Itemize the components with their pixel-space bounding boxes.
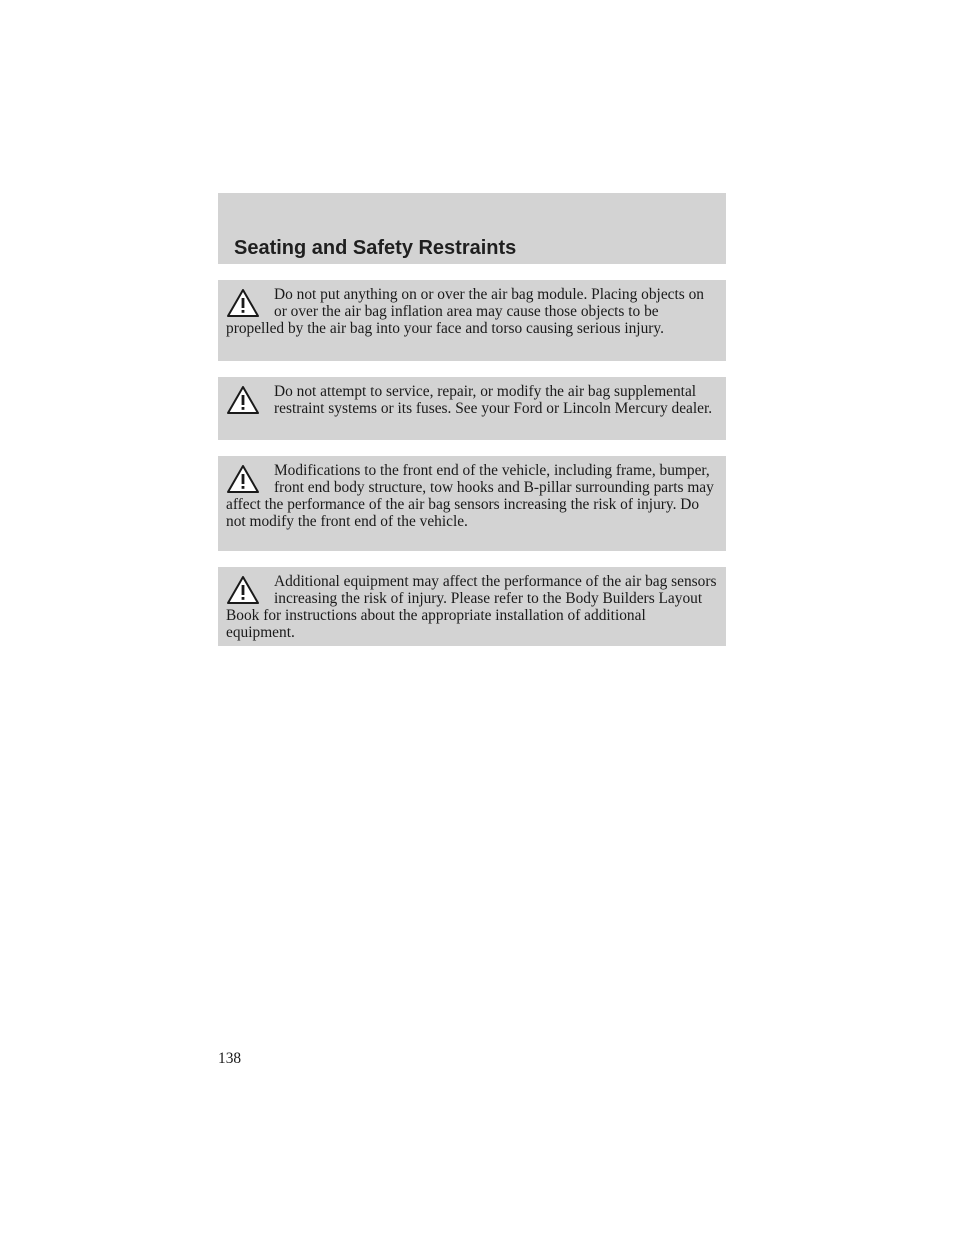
- warning-box-air-bag-module: [218, 280, 726, 361]
- section-header: [218, 193, 726, 264]
- warning-triangle-icon: [226, 383, 266, 417]
- warning-text: Modifications to the front end of the vehicle, including frame, bumper, front end body structure, tow hooks and B-pillar surrounding parts may affect the performance of the air bag sensors increasing the risk of injury. Do not modify the front end of the vehicle.: [226, 462, 714, 530]
- warning-box-additional-equipment: [218, 567, 726, 646]
- warning-triangle-icon: [226, 573, 266, 607]
- warning-text: Do not put anything on or over the air bag module. Placing objects on or over the air bag inflation area may cause those objects to be propelled by the air bag into your face and torso causing serious injury.: [226, 286, 704, 337]
- warning-box-service-repair: [218, 377, 726, 440]
- warning-text: Do not attempt to service, repair, or modify the air bag supplemental restraint systems or its fuses. See your Ford or Lincoln Mercury dealer.: [274, 383, 713, 417]
- warning-text: Additional equipment may affect the performance of the air bag sensors increasing the risk of injury. Please refer to the Body Builders Layout Book for instructions about the appropriate installation of additional equipment.: [226, 573, 717, 641]
- section-title: Seating and Safety Restraints: [234, 237, 517, 259]
- warning-box-front-end-modifications: [218, 456, 726, 551]
- warning-triangle-icon: [226, 286, 266, 320]
- warning-triangle-icon: [226, 462, 266, 496]
- page-number: 138: [218, 1050, 242, 1067]
